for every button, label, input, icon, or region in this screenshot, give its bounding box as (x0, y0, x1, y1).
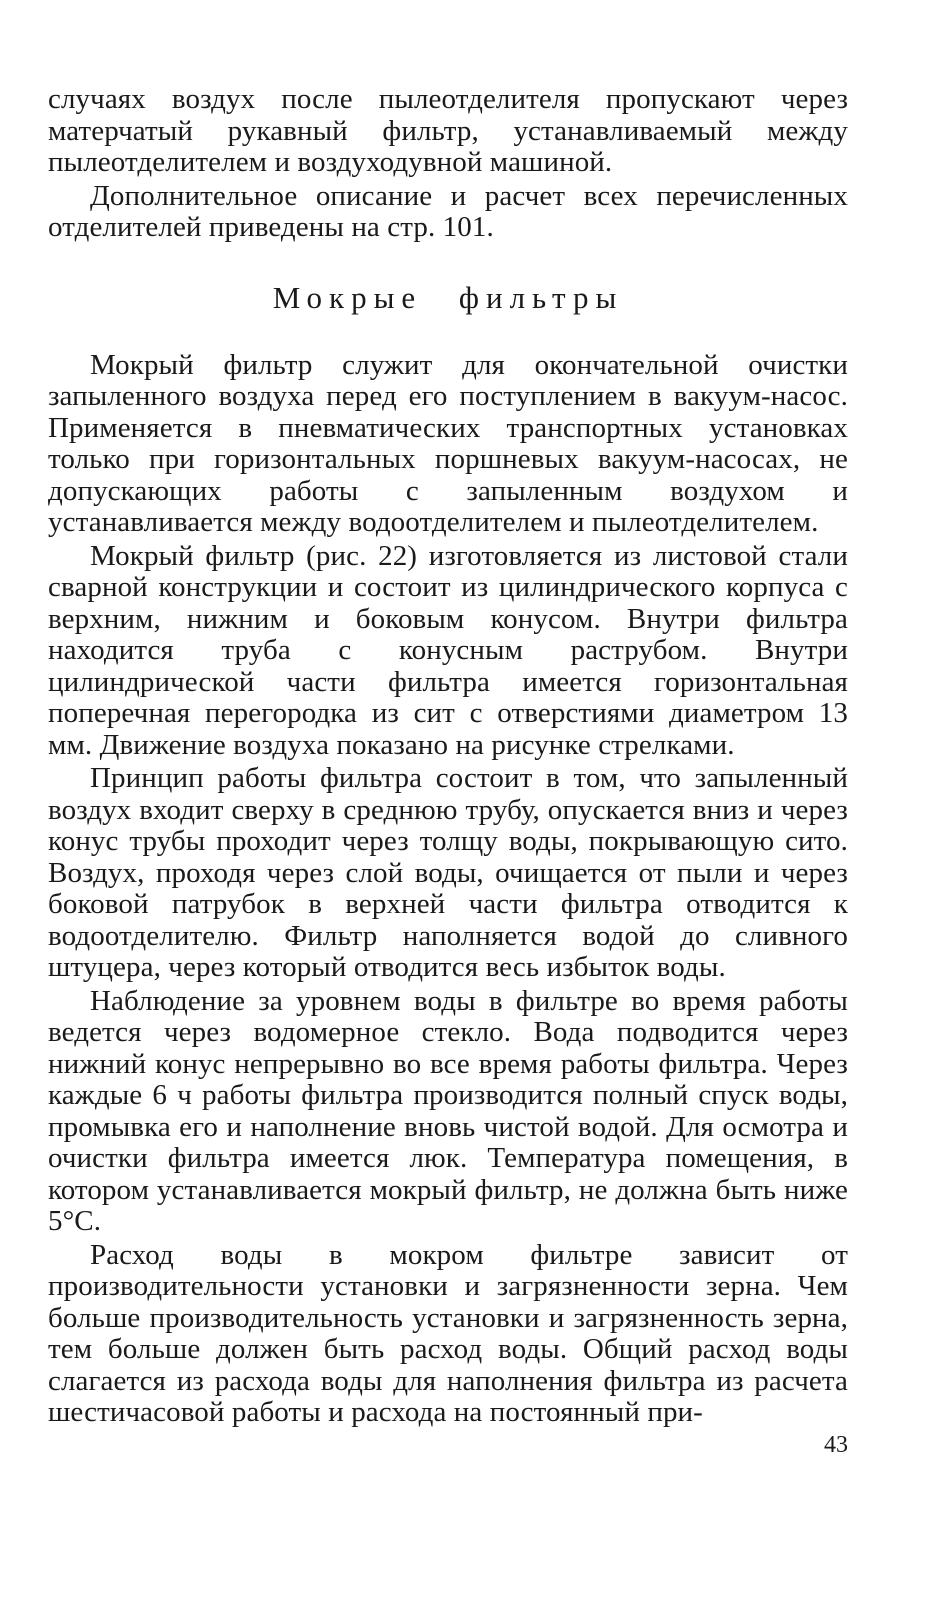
section-heading: Мокрые фильтры (272, 279, 624, 315)
page-number: 43 (824, 1432, 848, 1458)
paragraph-water-consumption: Расход воды в мокром фильтре зависит от производительности установки и загрязненности зерна. Чем больше производительность установки и загрязненность зерна, тем больше должен быть расход воды. Общий расход воды слагается из расхода воды для наполнения фильтра из расчета шестичасовой работы и расхода на постоянный при- (48, 1238, 848, 1428)
paragraph-construction: Мокрый фильтр (рис. 22) изготовляется из листовой стали сварной конструкции и состоит из цилиндрического корпуса с верхним, нижним и боковым конусом. Внутри фильтра находится труба с конусным раструбом. Внутри цилиндрической части фильтра имеется горизонтальная поперечная перегородка из сит с отверстиями диаметром 13 мм. Движение воздуха показано на рисунке стрелками. (48, 539, 848, 761)
paragraph-reference: Дополнительное описание и расчет всех перечисленных отделителей приведены на стр. 101. (48, 179, 848, 243)
paragraph-principle: Принцип работы фильтра состоит в том, что запыленный воздух входит сверху в среднюю трубу, опускается вниз и через конус трубы проходит через толщу воды, покрывающую сито. Воздух, проходя через слой воды, очищается от пыли и через боковой патрубок в верхней части фильтра отводится к водоотделителю. Фильтр наполняется водой до сливного штуцера, через который отводится весь избыток воды. (48, 762, 848, 983)
paragraph-purpose: Мокрый фильтр служит для окончательной очистки запыленного воздуха перед его поступлением в вакуум-насос. Применяется в пневматических транспортных установках только при горизонтальных поршневых вакуум-насосах, не допускающих работы с запыленным воздухом и устанавливается между водоотделителем и пылеотделителем. (48, 348, 848, 538)
page-body (48, 84, 848, 1429)
paragraph-continued: случаях воздух после пылеотделителя пропускают через матерчатый рукавный фильтр, устанавливаемый между пылеотделителем и воздуходувной машиной. (48, 83, 848, 178)
paragraph-monitoring: Наблюдение за уровнем воды в фильтре во время работы ведется через водомерное стекло. Вода подводится через нижний конус непрерывно во все время работы фильтра. Через каждые 6 ч работы фильтра производится полный спуск воды, промывка его и наполнение вновь чистой водой. Для осмотра и очистки фильтра имеется люк. Температура помещения, в котором устанавливается мокрый фильтр, не должна быть ниже 5°С. (48, 984, 848, 1237)
